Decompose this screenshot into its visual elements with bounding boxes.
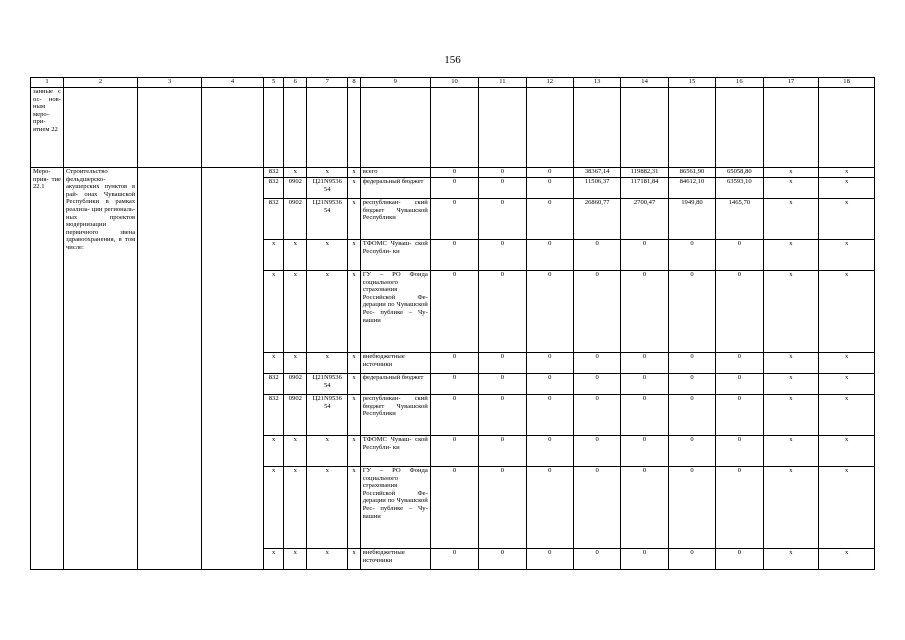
cell-c6: x bbox=[284, 168, 307, 178]
cell-v11: 0 bbox=[479, 549, 526, 570]
cell-v15: 1949,80 bbox=[668, 199, 715, 240]
cell-c5: 832 bbox=[263, 168, 284, 178]
cell-v12: 0 bbox=[526, 549, 573, 570]
cell-v10: 0 bbox=[430, 199, 478, 240]
cell-v10: 0 bbox=[430, 178, 478, 199]
cell-v13: 11506,37 bbox=[573, 178, 620, 199]
cell-v13: 0 bbox=[573, 374, 620, 395]
cell-v13: 0 bbox=[573, 467, 620, 549]
cell-c7: x bbox=[307, 353, 348, 374]
header-cell: 13 bbox=[573, 78, 620, 88]
header-cell: 9 bbox=[360, 78, 430, 88]
cell-v17: x bbox=[763, 374, 819, 395]
cell-c6: x bbox=[284, 436, 307, 467]
cell-c8: x bbox=[348, 353, 360, 374]
continuation-label: занные с ос- нов- ным меро- при- ятием 22 bbox=[31, 88, 64, 168]
cell-c8: x bbox=[348, 436, 360, 467]
cell-c8: x bbox=[348, 240, 360, 271]
cell-c9: республикан- ский бюджет Чувашской Республики bbox=[360, 199, 430, 240]
cell-v17: x bbox=[763, 436, 819, 467]
event-label: Меро- прия- тие 22.1 bbox=[31, 168, 64, 570]
header-cell: 1 bbox=[31, 78, 64, 88]
cell-c6: 0902 bbox=[284, 199, 307, 240]
cell-c6: x bbox=[284, 271, 307, 353]
cell-v16: 0 bbox=[716, 436, 763, 467]
header-cell: 11 bbox=[479, 78, 526, 88]
cell-v12: 0 bbox=[526, 271, 573, 353]
header-cell: 8 bbox=[348, 78, 360, 88]
cell-v17: x bbox=[763, 467, 819, 549]
cell-c5: 832 bbox=[263, 395, 284, 436]
cell-v16: 0 bbox=[716, 395, 763, 436]
cell-v16: 0 bbox=[716, 271, 763, 353]
cell-v14: 0 bbox=[621, 374, 668, 395]
cell-v11: 0 bbox=[479, 374, 526, 395]
cell-v17: x bbox=[763, 271, 819, 353]
cell-c8: x bbox=[348, 395, 360, 436]
cell-v11: 0 bbox=[479, 467, 526, 549]
cell-c7: x bbox=[307, 467, 348, 549]
cell-v17: x bbox=[763, 199, 819, 240]
cell-v15: 86561,90 bbox=[668, 168, 715, 178]
cell-v12: 0 bbox=[526, 240, 573, 271]
cell-v10: 0 bbox=[430, 436, 478, 467]
cell-c8: x bbox=[348, 374, 360, 395]
cell-v12: 0 bbox=[526, 436, 573, 467]
continuation-row bbox=[31, 88, 875, 168]
cell-v12: 0 bbox=[526, 168, 573, 178]
header-cell: 5 bbox=[263, 78, 284, 88]
cell-v13: 0 bbox=[573, 436, 620, 467]
cell-v14: 0 bbox=[621, 353, 668, 374]
cell-v13: 0 bbox=[573, 395, 620, 436]
cell-c8: x bbox=[348, 199, 360, 240]
cell-v18: x bbox=[819, 395, 875, 436]
cell-c5: x bbox=[263, 271, 284, 353]
cell-v14: 119882,31 bbox=[621, 168, 668, 178]
cell-c6: x bbox=[284, 353, 307, 374]
header-row bbox=[31, 78, 875, 88]
cell-c5: x bbox=[263, 353, 284, 374]
cell-v17: x bbox=[763, 240, 819, 271]
header-cell: 14 bbox=[621, 78, 668, 88]
cell-v14: 0 bbox=[621, 549, 668, 570]
header-cell: 12 bbox=[526, 78, 573, 88]
cell-v14: 0 bbox=[621, 467, 668, 549]
cell-v13: 0 bbox=[573, 271, 620, 353]
cell-c9: федеральный бюджет bbox=[360, 374, 430, 395]
header-cell: 10 bbox=[430, 78, 478, 88]
cell-v16: 0 bbox=[716, 549, 763, 570]
cell-v18: x bbox=[819, 467, 875, 549]
cell-v16: 65058,80 bbox=[716, 168, 763, 178]
cell-v11: 0 bbox=[479, 178, 526, 199]
empty-col3 bbox=[138, 168, 202, 570]
cell-v10: 0 bbox=[430, 395, 478, 436]
cell-c5: 832 bbox=[263, 199, 284, 240]
cell-v18: x bbox=[819, 240, 875, 271]
cell-c6: x bbox=[284, 467, 307, 549]
cell-c6: 0902 bbox=[284, 178, 307, 199]
empty-col4 bbox=[202, 168, 264, 570]
header-cell: 18 bbox=[819, 78, 875, 88]
cell-v15: 0 bbox=[668, 549, 715, 570]
cell-c5: x bbox=[263, 549, 284, 570]
cell-v16: 1465,70 bbox=[716, 199, 763, 240]
cell-v15: 0 bbox=[668, 467, 715, 549]
cell-v13: 0 bbox=[573, 353, 620, 374]
budget-table bbox=[30, 77, 875, 570]
cell-v17: x bbox=[763, 168, 819, 178]
header-cell: 2 bbox=[63, 78, 137, 88]
cell-c7: Ц21N9536 54 bbox=[307, 395, 348, 436]
cell-v17: x bbox=[763, 549, 819, 570]
cell-v12: 0 bbox=[526, 374, 573, 395]
cell-v10: 0 bbox=[430, 240, 478, 271]
cell-v12: 0 bbox=[526, 467, 573, 549]
cell-c8: x bbox=[348, 549, 360, 570]
cell-c6: 0902 bbox=[284, 374, 307, 395]
header-cell: 16 bbox=[716, 78, 763, 88]
cell-c9: ТФОМС Чуваш- ской Республи- ки bbox=[360, 240, 430, 271]
cell-c7: x bbox=[307, 240, 348, 271]
cell-v10: 0 bbox=[430, 549, 478, 570]
cell-v11: 0 bbox=[479, 168, 526, 178]
cell-v13: 0 bbox=[573, 549, 620, 570]
cell-c5: x bbox=[263, 436, 284, 467]
cell-c6: 0902 bbox=[284, 395, 307, 436]
cell-c9: внебюджетные источники bbox=[360, 549, 430, 570]
cell-v14: 0 bbox=[621, 436, 668, 467]
cell-v18: x bbox=[819, 199, 875, 240]
cell-v14: 2700,47 bbox=[621, 199, 668, 240]
cell-v14: 117181,84 bbox=[621, 178, 668, 199]
cell-v14: 0 bbox=[621, 395, 668, 436]
cell-v14: 0 bbox=[621, 271, 668, 353]
cell-v18: x bbox=[819, 436, 875, 467]
cell-v11: 0 bbox=[479, 271, 526, 353]
cell-v15: 0 bbox=[668, 395, 715, 436]
cell-v15: 0 bbox=[668, 374, 715, 395]
cell-c6: x bbox=[284, 240, 307, 271]
cell-c8: x bbox=[348, 178, 360, 199]
page-number: 156 bbox=[444, 54, 461, 66]
cell-c7: x bbox=[307, 436, 348, 467]
cell-v13: 0 bbox=[573, 240, 620, 271]
cell-v12: 0 bbox=[526, 353, 573, 374]
header-cell: 17 bbox=[763, 78, 819, 88]
cell-c5: 832 bbox=[263, 178, 284, 199]
cell-c8: x bbox=[348, 467, 360, 549]
cell-v18: x bbox=[819, 374, 875, 395]
cell-v10: 0 bbox=[430, 271, 478, 353]
cell-c8: x bbox=[348, 271, 360, 353]
cell-c5: x bbox=[263, 240, 284, 271]
header-cell: 15 bbox=[668, 78, 715, 88]
cell-c9: внебюджетные источники bbox=[360, 353, 430, 374]
cell-v16: 0 bbox=[716, 467, 763, 549]
cell-v16: 0 bbox=[716, 374, 763, 395]
cell-v18: x bbox=[819, 353, 875, 374]
header-cell: 4 bbox=[202, 78, 264, 88]
cell-c9: ТФОМС Чуваш- ской Республи- ки bbox=[360, 436, 430, 467]
cell-v16: 0 bbox=[716, 353, 763, 374]
cell-v10: 0 bbox=[430, 467, 478, 549]
cell-v16: 63593,10 bbox=[716, 178, 763, 199]
cell-v13: 38367,14 bbox=[573, 168, 620, 178]
cell-v11: 0 bbox=[479, 353, 526, 374]
cell-v16: 0 bbox=[716, 240, 763, 271]
cell-c7: x bbox=[307, 168, 348, 178]
cell-v11: 0 bbox=[479, 199, 526, 240]
cell-v17: x bbox=[763, 353, 819, 374]
cell-c9: всего bbox=[360, 168, 430, 178]
cell-c7: x bbox=[307, 271, 348, 353]
cell-v11: 0 bbox=[479, 395, 526, 436]
cell-c9: ГУ – РО Фонда социального страхования Российской Фе- дерации по Чувашской Рес- публике – Чу- вашии bbox=[360, 271, 430, 353]
cell-v10: 0 bbox=[430, 168, 478, 178]
cell-c9: федеральный бюджет bbox=[360, 178, 430, 199]
cell-v13: 26860,77 bbox=[573, 199, 620, 240]
header-cell: 7 bbox=[307, 78, 348, 88]
header-cell: 6 bbox=[284, 78, 307, 88]
cell-v10: 0 bbox=[430, 374, 478, 395]
cell-c5: 832 bbox=[263, 374, 284, 395]
cell-c9: республикан- ский бюджет Чувашской Республики bbox=[360, 395, 430, 436]
cell-v12: 0 bbox=[526, 395, 573, 436]
cell-v15: 0 bbox=[668, 240, 715, 271]
cell-v15: 84612,10 bbox=[668, 178, 715, 199]
cell-v15: 0 bbox=[668, 353, 715, 374]
cell-c9: ГУ – РО Фонда социального страхования Российской Фе- дерации по Чувашской Рес- публике – Чу- вашии bbox=[360, 467, 430, 549]
cell-c5: x bbox=[263, 467, 284, 549]
cell-v11: 0 bbox=[479, 240, 526, 271]
header-cell: 3 bbox=[138, 78, 202, 88]
cell-c7: Ц21N9536 54 bbox=[307, 374, 348, 395]
cell-v14: 0 bbox=[621, 240, 668, 271]
cell-v15: 0 bbox=[668, 436, 715, 467]
cell-v15: 0 bbox=[668, 271, 715, 353]
cell-v18: x bbox=[819, 549, 875, 570]
cell-v18: x bbox=[819, 178, 875, 199]
cell-c7: x bbox=[307, 549, 348, 570]
cell-c7: Ц21N9536 54 bbox=[307, 199, 348, 240]
cell-v17: x bbox=[763, 395, 819, 436]
cell-v18: x bbox=[819, 168, 875, 178]
cell-v10: 0 bbox=[430, 353, 478, 374]
cell-c7: Ц21N9536 54 bbox=[307, 178, 348, 199]
event-name: Строительство фельдшерско-акушерских пунктов в рай- онах Чувашской Республики в рамках реализа- ции региональ- ных проектов модернизации первичного звена здравоохранения, в том числе: bbox=[63, 168, 137, 570]
cell-v12: 0 bbox=[526, 178, 573, 199]
cell-c6: x bbox=[284, 549, 307, 570]
cell-v11: 0 bbox=[479, 436, 526, 467]
cell-v18: x bbox=[819, 271, 875, 353]
cell-c8: x bbox=[348, 168, 360, 178]
table-row bbox=[31, 168, 875, 178]
cell-v17: x bbox=[763, 178, 819, 199]
cell-v12: 0 bbox=[526, 199, 573, 240]
